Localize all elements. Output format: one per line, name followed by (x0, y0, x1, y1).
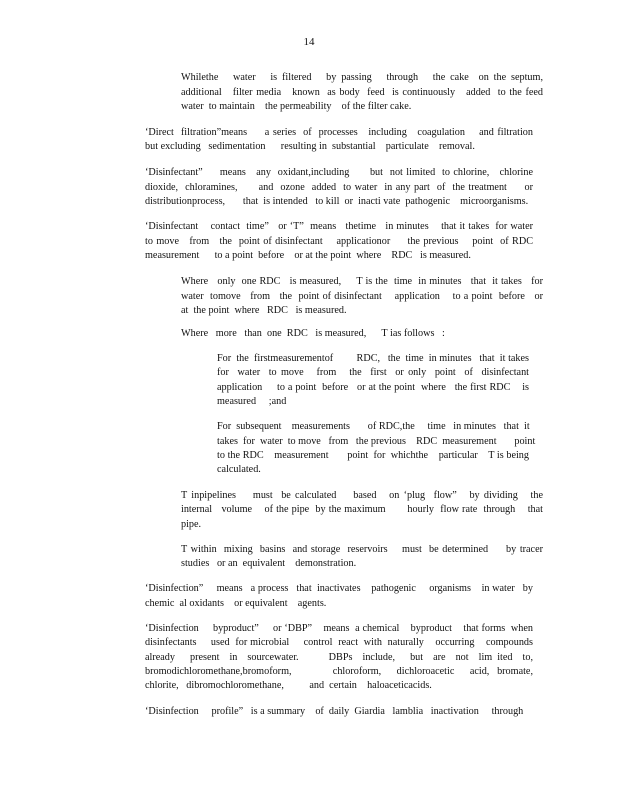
paragraph-line: at the point where RDC is measured. (181, 305, 347, 316)
paragraph-line: ‘Disinfection byproduct” or ‘DBP” means a chemical byproduct that forms when (145, 623, 533, 634)
paragraph-line: studies or an equivalent demonstration. (181, 558, 357, 569)
paragraph-line: chemic al oxidants or equivalent agents. (145, 598, 327, 609)
paragraph-line: distributionprocess, that is intended to kill or inacti vate pathogenic microorganisms. (145, 196, 529, 207)
page-number: 14 (303, 36, 315, 48)
paragraph-line: ‘Direct filtration”means a series of processes including coagulation and filtration (145, 127, 533, 138)
paragraph-line: Whilethe water is filtered by passing through the cake on the septum, (181, 72, 543, 83)
paragraph-line: ‘Disinfection profile” is a summary of daily Giardia lamblia inactivation through (145, 706, 524, 717)
paragraph-line: measurement to a point before or at the point where RDC is measured. (145, 250, 471, 261)
paragraph-line: disinfectants used for microbial control react with naturally occurring compounds (145, 637, 533, 648)
paragraph-line: water to maintain the permeability of the filter cake. (181, 101, 412, 112)
paragraph-line: Where only one RDC is measured, T is the time in minutes that it takes for (181, 276, 543, 287)
paragraph-line: T inpipelines must be calculated based on ‘plug flow” by dividing the (181, 490, 543, 501)
paragraph-line: to move from the point of disinfectant applicationor the previous point of RDC (145, 236, 533, 247)
paragraph-line: ‘Disinfection” means a process that inactivates pathogenic organisms in water by (145, 583, 533, 594)
paragraph-line: water tomove from the point of disinfectant application to a point before or (181, 291, 543, 302)
paragraph-line: for water to move from the first or only point of disinfectant (217, 367, 529, 378)
paragraph-line: pipe. (181, 519, 202, 530)
paragraph-line: dioxide, chloramines, and ozone added to water in any part of the treatment or (145, 182, 533, 193)
paragraph-line: ‘Disinfectant” means any oxidant,including but not limited to chlorine, chlorine (145, 167, 533, 178)
paragraph-line: bromodichloromethane,bromoform, chloroform, dichloroacetic acid, bromate, (145, 666, 533, 677)
paragraph-line: but excluding sedimentation resulting in substantial particulate removal. (145, 141, 475, 152)
paragraph-line: measured ;and (217, 396, 287, 407)
paragraph-line: internal volume of the pipe by the maximum hourly flow rate through that (181, 504, 543, 515)
paragraph-line: to the RDC measurement point for whichthe particular T is being (217, 450, 529, 461)
paragraph-line: ‘Disinfectant contact time” or ‘T” means thetime in minutes that it takes for water (145, 221, 533, 232)
paragraph-line: T within mixing basins and storage reservoirs must be determined by tracer (181, 544, 543, 555)
paragraph-line: calculated. (217, 464, 261, 475)
paragraph-line: Where more than one RDC is measured, T ias follows : (181, 328, 445, 339)
paragraph-line: already present in sourcewater. DBPs include, but are not lim ited to, (145, 652, 533, 663)
paragraph-line: For the firstmeasurementof RDC, the time in minutes that it takes (217, 353, 529, 364)
paragraph-line: chlorite, dibromochloromethane, and certain haloaceticacids. (145, 680, 432, 691)
paragraph-line: For subsequent measurements of RDC,the time in minutes that it (217, 421, 530, 432)
paragraph-line: application to a point before or at the point where the first RDC is (217, 382, 529, 393)
paragraph-line: additional filter media known as body feed is continuously added to the feed (181, 87, 543, 98)
paragraph-line: takes for water to move from the previous RDC measurement point (217, 436, 536, 447)
